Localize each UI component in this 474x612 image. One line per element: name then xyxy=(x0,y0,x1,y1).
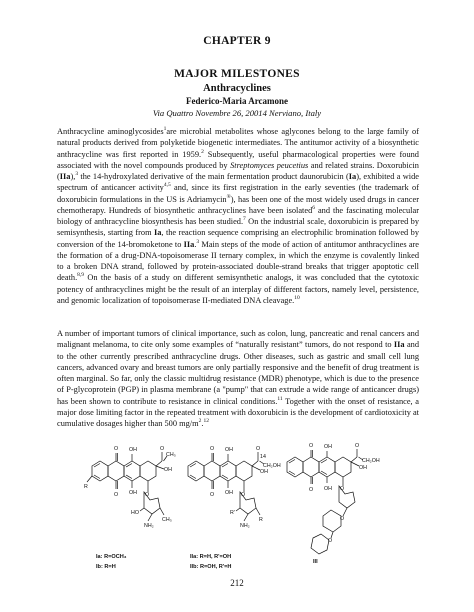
atom-label: CH₂OH xyxy=(263,463,281,469)
atom-label: O xyxy=(328,538,333,544)
text-run: ), xyxy=(70,172,76,181)
structure-ia-ib xyxy=(84,440,174,576)
ring-skeleton xyxy=(188,452,264,521)
text-run: Subsequently, useful pharmacological properties were found associated with the novel compounds produced by xyxy=(57,149,419,170)
ring-skeleton xyxy=(287,449,363,554)
legend-entry: III xyxy=(313,559,318,565)
compound-label: IIa xyxy=(59,172,71,181)
compound-label: IIa xyxy=(393,340,405,350)
text-run: and the fascinating molecular biology of anthracycline biosynthesis has been studied. xyxy=(57,205,419,226)
superscript: 2 xyxy=(198,418,202,425)
legend-entry: IIa: R=H, R'=OH xyxy=(190,554,232,560)
legend-entry: Ia: R=OCH₃ xyxy=(96,554,127,560)
reference-marker: 6 xyxy=(312,204,315,211)
atom-label: NH₂ xyxy=(240,523,250,529)
text-run: and, since its first registration in the early seventies (the trademark of doxorubicin formulations in the US is Adriamycin xyxy=(57,183,419,204)
atom-label: OH xyxy=(129,490,137,496)
structure-iii xyxy=(283,440,383,576)
chapter-heading: CHAPTER 9 xyxy=(203,35,271,47)
author-affiliation: Via Quattro Novembre 26, 20014 Nerviano, Italy xyxy=(152,108,322,118)
legend-entry: IIb: R=OH, R'=H xyxy=(190,564,232,570)
chemical-structure-1 xyxy=(84,440,174,556)
reference-marker: 10 xyxy=(294,294,300,301)
text-run: . xyxy=(201,419,204,428)
text-run: Together with the onset of resistance, a major dose limiting factor in the repeated treatment with doxorubicin is the development of cardiotoxicity at cumulative dosages higher than 500 mg/m xyxy=(57,396,419,428)
atom-label: OH xyxy=(359,465,367,471)
position-number: 14 xyxy=(260,454,266,460)
reference-marker: 3 xyxy=(196,238,200,245)
text-run: On the basis of a study on different semisynthetic analogs, it was concluded that the cytotoxic potency of anthracyclines might be the result of an interplay of different factors, namely level, persistence, and genomic localization of topoisomerase II-mediated DNA cleavage. xyxy=(57,273,419,305)
chapter-title: MAJOR MILESTONES xyxy=(174,68,300,80)
reference-marker: 4,5 xyxy=(163,182,171,189)
text-run: are microbial metabolites whose aglycones belong to the large family of natural products derived from polyketide biogenetic intermediates. The antitumor activity of a biosynthetic anthracycline was first reported in 1959. xyxy=(57,127,419,159)
atom-label: CH₂OH xyxy=(362,458,380,464)
text-run: and related strains. Doxorubicin ( xyxy=(57,160,419,181)
atom-label: O xyxy=(210,492,215,498)
atom-label: O xyxy=(145,492,150,498)
text-run: On the industrial scale, doxorubicin is prepared by semisynthesis, starting from xyxy=(57,217,419,238)
chemical-structure-2 xyxy=(180,440,281,556)
trademark-symbol: ® xyxy=(226,193,231,200)
atom-label: R' xyxy=(230,510,235,516)
atom-label: O xyxy=(340,516,345,522)
atom-label: O xyxy=(340,486,345,492)
atom-label: O xyxy=(114,446,119,452)
page-number: 212 xyxy=(230,578,244,588)
text-run: ), has been one of the most widely used drugs in cancer chemotherapy. Hundreds of biosynthetic anthracyclines have been isolated xyxy=(57,194,419,215)
text-run: the 14-hydroxylated derivative of the main fermentation product daunorubicin ( xyxy=(78,172,349,181)
atom-label: OH xyxy=(225,490,233,496)
atom-label: R xyxy=(84,484,88,490)
chapter-subtitle: Anthracyclines xyxy=(203,83,271,94)
atom-label: O xyxy=(114,492,119,498)
compound-label: IIa xyxy=(183,239,195,249)
atom-label: OH xyxy=(129,447,137,453)
compound-legend xyxy=(190,552,231,572)
text-run: ), exhibited a wide spectrum of anticancer activity xyxy=(57,172,419,193)
reference-marker: 7 xyxy=(243,216,246,223)
paragraph-1 xyxy=(57,126,419,306)
compound-legend xyxy=(313,557,318,567)
atom-label: O xyxy=(256,446,261,452)
text-run: Anthracycline aminoglycosides xyxy=(57,127,164,136)
atom-label: OH xyxy=(225,447,233,453)
atom-label: CH₃ xyxy=(166,452,176,458)
text-run: A number of important tumors of clinical importance, such as colon, lung, pancreatic and renal cancers and malignant melanoma, to cite only some examples of “naturally resistant” tumors, do not respond to xyxy=(57,329,419,350)
chemical-structure-3 xyxy=(283,440,383,556)
legend-entry: Ib: R=H xyxy=(96,564,116,570)
ring-skeleton xyxy=(87,452,167,521)
reference-marker: 3 xyxy=(75,171,79,178)
reference-marker: 11 xyxy=(277,395,283,402)
compound-label: Ia xyxy=(348,172,357,181)
text-run: and to the other currently prescribed anthracycline drugs. Other diseases, such as gastric and small cell lung cancers, advanced ovary and breast tumors are only partially responsive and the benefit of drug treatment is often marginal. So far, only the classic multidrug resistance (MDR) phenotype, which is due to the presence of P-glycoprotein (PGP) in plasma membrane (a "pump" that can extrude a wide range of anticancer drugs) has been shown to contribute to resistance in clinical conditions. xyxy=(57,340,419,406)
atom-label: OH xyxy=(164,467,172,473)
author-name: Federico-Maria Arcamone xyxy=(185,96,289,106)
atom-label: O xyxy=(309,487,314,493)
atom-labels xyxy=(210,446,281,529)
atom-label: OH xyxy=(324,444,332,450)
text-run: . xyxy=(194,239,197,249)
text-run: Main steps of the mode of action of antitumor anthracyclines are the formation of a drug-DNA-topoisomerase II ternary complex, in which the enzyme is covalently linked to a broken DNA strand, followed by protein-associated double-strand breaks that trigger apoptotic cell death. xyxy=(57,239,420,283)
compound-label: Ia xyxy=(154,228,162,238)
atom-label: O xyxy=(241,492,246,498)
reference-marker: 1 xyxy=(163,126,167,133)
reference-marker: 12 xyxy=(203,418,209,425)
paragraph-2 xyxy=(57,328,419,429)
atom-label: HO xyxy=(131,510,139,516)
atom-label: O xyxy=(160,446,165,452)
structure-iia-iib xyxy=(180,440,281,576)
atom-label: CH₃ xyxy=(162,517,172,523)
reference-marker: 2 xyxy=(201,148,204,155)
atom-label: OH xyxy=(260,469,268,475)
atom-label: OH xyxy=(324,486,332,492)
text-run: , the reaction sequence comprising an electrophilic bromination followed by conversion of the 14-bromoketone to xyxy=(57,228,419,249)
atom-label: O xyxy=(355,443,360,449)
atom-label: O xyxy=(309,443,314,449)
species-name: Streptomyces peucetius xyxy=(230,160,309,170)
atom-label: O xyxy=(210,446,215,452)
reference-marker: 8,9 xyxy=(77,272,85,279)
atom-label: NH₂ xyxy=(144,523,154,529)
compound-legend xyxy=(96,552,126,572)
atom-label: R xyxy=(259,517,263,523)
